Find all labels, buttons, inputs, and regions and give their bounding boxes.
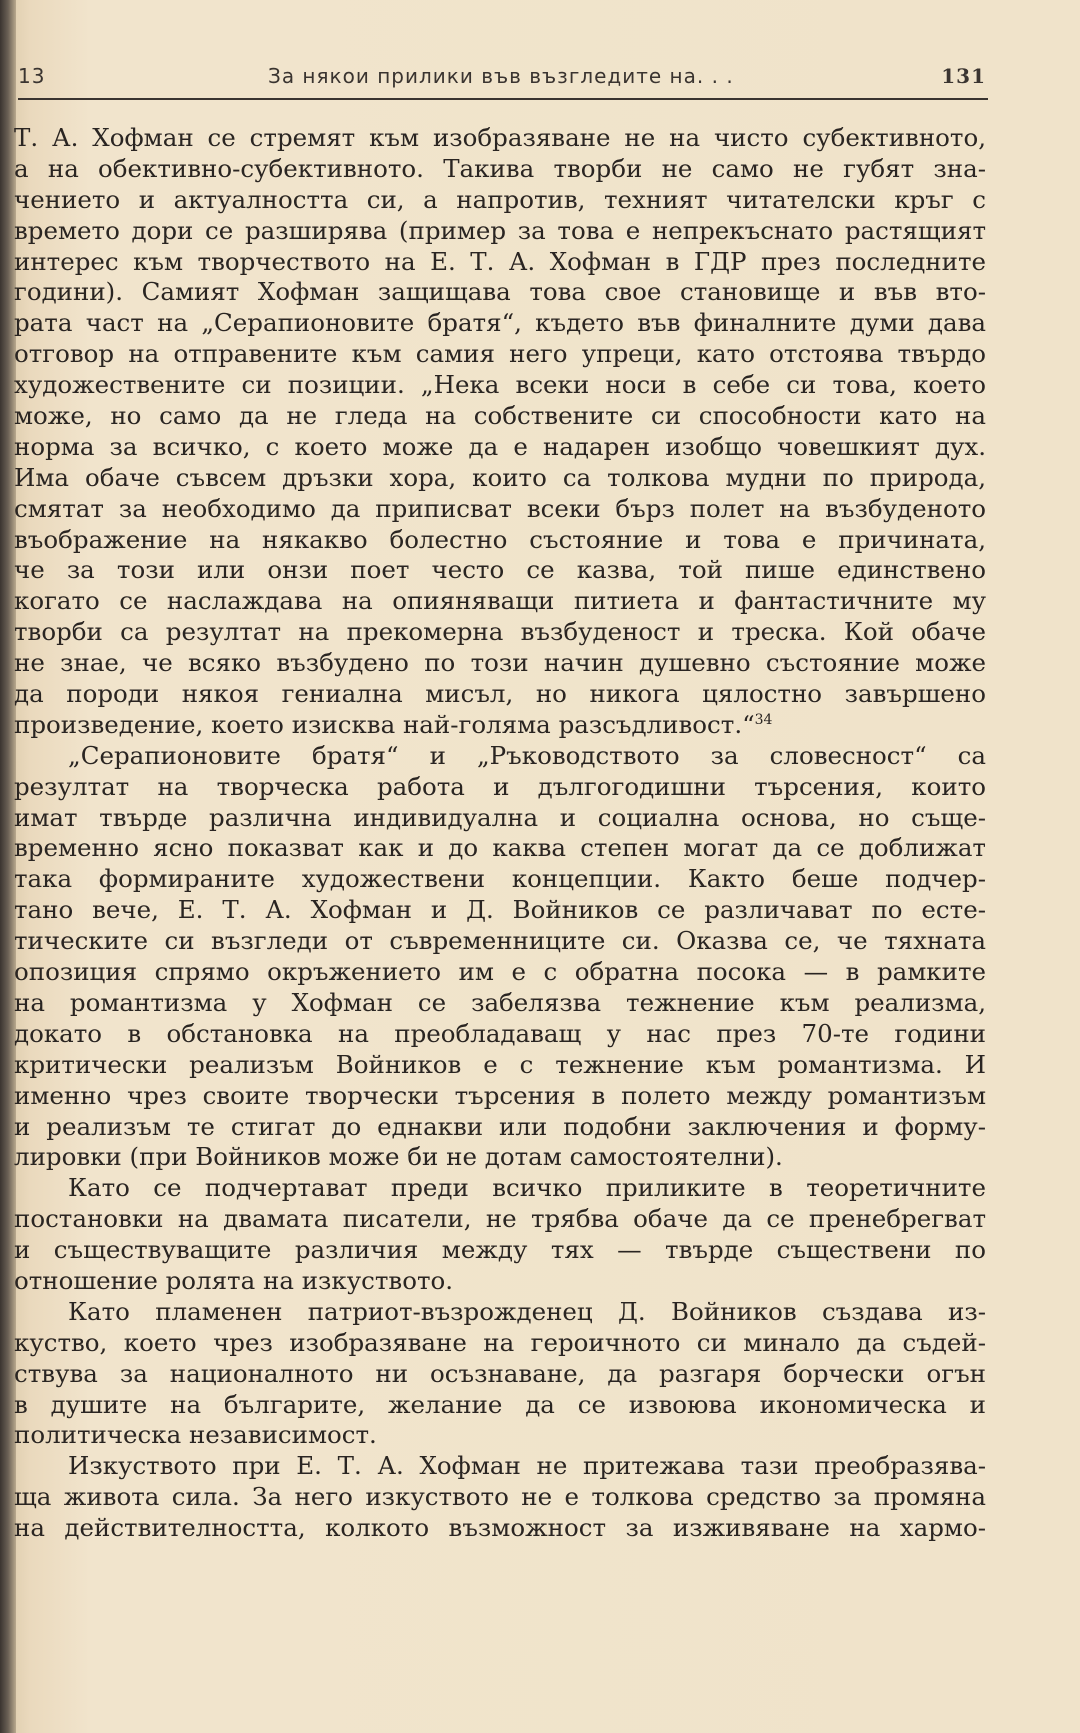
- text-line: на романтизма у Хофман се забелязва тежнение към реализма,: [14, 987, 986, 1017]
- text-line: така формираните художествени концепции. Както беше подчер-: [14, 864, 986, 894]
- text-line: творби са резултат на прекомерна възбуденост и треска. Кой обаче: [14, 617, 986, 647]
- text-line: да породи някоя гениална мисъл, но никога цялостно завършено: [14, 679, 986, 709]
- paragraph-start: Като пламенен патриот-възрожденец Д. Войников създава из-: [68, 1296, 986, 1326]
- text-line: че за този или онзи поет често се казва, той пише единствено: [14, 555, 986, 585]
- text-line: въображение на някакво болестно състояние и това е причината,: [14, 524, 986, 554]
- body-text: [14, 123, 986, 1544]
- text-line: резултат на творческа работа и дългогодишни търсения, които: [14, 771, 986, 801]
- page-number: 131: [941, 64, 986, 88]
- text-line: и реализъм те стигат до еднакви или подобни заключения и форму-: [14, 1111, 986, 1141]
- text-line: години). Самият Хофман защищава това свое становище и във вто-: [14, 277, 986, 307]
- text-line: постановки на двамата писатели, не трябва обаче да се пренебрегват: [14, 1204, 986, 1234]
- text-line: Има обаче съвсем дръзки хора, които са толкова мудни по природа,: [14, 462, 986, 492]
- text-line: художествените си позиции. „Нека всеки носи в себе си това, което: [14, 370, 986, 400]
- text-line: имат твърде различна индивидуална и социална основа, но съще-: [14, 802, 986, 832]
- paragraph-start: Изкуството при Е. Т. А. Хофман не притежава тази преобразява-: [68, 1451, 986, 1481]
- text-line-with-footnote: [14, 710, 986, 741]
- text-line-content: произведение, което изисква най-голяма разсъдливост.“: [14, 709, 755, 739]
- text-line: отношение ролята на изкуството.: [14, 1265, 454, 1295]
- text-line: норма за всичко, с което може да е надарен изобщо човешкият дух.: [14, 431, 986, 461]
- text-line: тическите си възгледи от съвременниците си. Оказва се, че тяхната: [14, 926, 986, 956]
- text-line: временно ясно показват как и до каква степен могат да се доближат: [14, 833, 986, 863]
- header-rule: [18, 98, 988, 100]
- text-line: докато в обстановка на преобладаващ у нас през 70-те години: [14, 1018, 986, 1048]
- paragraph-start: „Серапионовите братя“ и „Ръководството за словесност“ са: [68, 740, 986, 770]
- text-line: политическа независимост.: [14, 1420, 377, 1450]
- text-line: времето дори се разширява (пример за това е непрекъснато растящият: [14, 215, 986, 245]
- text-line: а на обективно-субективното. Такива творби не само не губят зна-: [14, 153, 986, 183]
- text-line: когато се наслаждава на опияняващи питиета и фантастичните му: [14, 586, 986, 616]
- text-line: може, но само да не гледа на собствените си способности като на: [14, 401, 986, 431]
- text-line: опозиция спрямо окръжението им е с обратна посока — в рамките: [14, 957, 986, 987]
- text-line: ща живота сила. За него изкуството не е толкова средство за промяна: [14, 1482, 986, 1512]
- text-line: не знае, че всяко възбудено по този начин душевно състояние може: [14, 648, 986, 678]
- text-line: чението и актуалността си, а напротив, техният читателски кръг с: [14, 184, 986, 214]
- text-line: ствува за националното ни осъзнаване, да разгаря борчески огън: [14, 1358, 986, 1388]
- text-line: и съществуващите различия между тях — твърде съществени по: [14, 1235, 986, 1265]
- text-line: именно чрез своите творчески търсения в полето между романтизъм: [14, 1080, 986, 1110]
- text-line: отговор на отправените към самия него упреци, като отстоява твърдо: [14, 339, 986, 369]
- text-line: куство, което чрез изобразяване на героичното си минало да съдей-: [14, 1327, 986, 1357]
- text-line: рата част на „Серапионовите братя“, където във финалните думи дава: [14, 308, 986, 338]
- text-line: смятат за необходимо да приписват всеки бърз полет на възбуденото: [14, 493, 986, 523]
- paragraph-start: Като се подчертават преди всичко приликите в теоретичните: [68, 1173, 986, 1203]
- text-line: интерес към творчеството на Е. Т. А. Хофман в ГДР през последните: [14, 246, 986, 276]
- running-title: За някои прилики във възгледите на. . .: [268, 64, 734, 88]
- text-line: тано вече, Е. Т. А. Хофман и Д. Войников се различават по есте-: [14, 895, 986, 925]
- footnote-reference: 34: [754, 711, 773, 728]
- text-line: лировки (при Войников може би не дотам самостоятелни).: [14, 1142, 783, 1172]
- running-header: [18, 64, 986, 94]
- text-line: в душите на българите, желание да се извоюва икономическа и: [14, 1389, 986, 1419]
- text-line: Т. А. Хофман се стремят към изобразяване не на чисто субективното,: [14, 123, 986, 152]
- chapter-number: 13: [18, 64, 46, 88]
- text-line: критически реализъм Войников е с тежнение към романтизма. И: [14, 1049, 986, 1079]
- text-line: на действителността, колкото възможност за изживяване на хармо-: [14, 1513, 986, 1543]
